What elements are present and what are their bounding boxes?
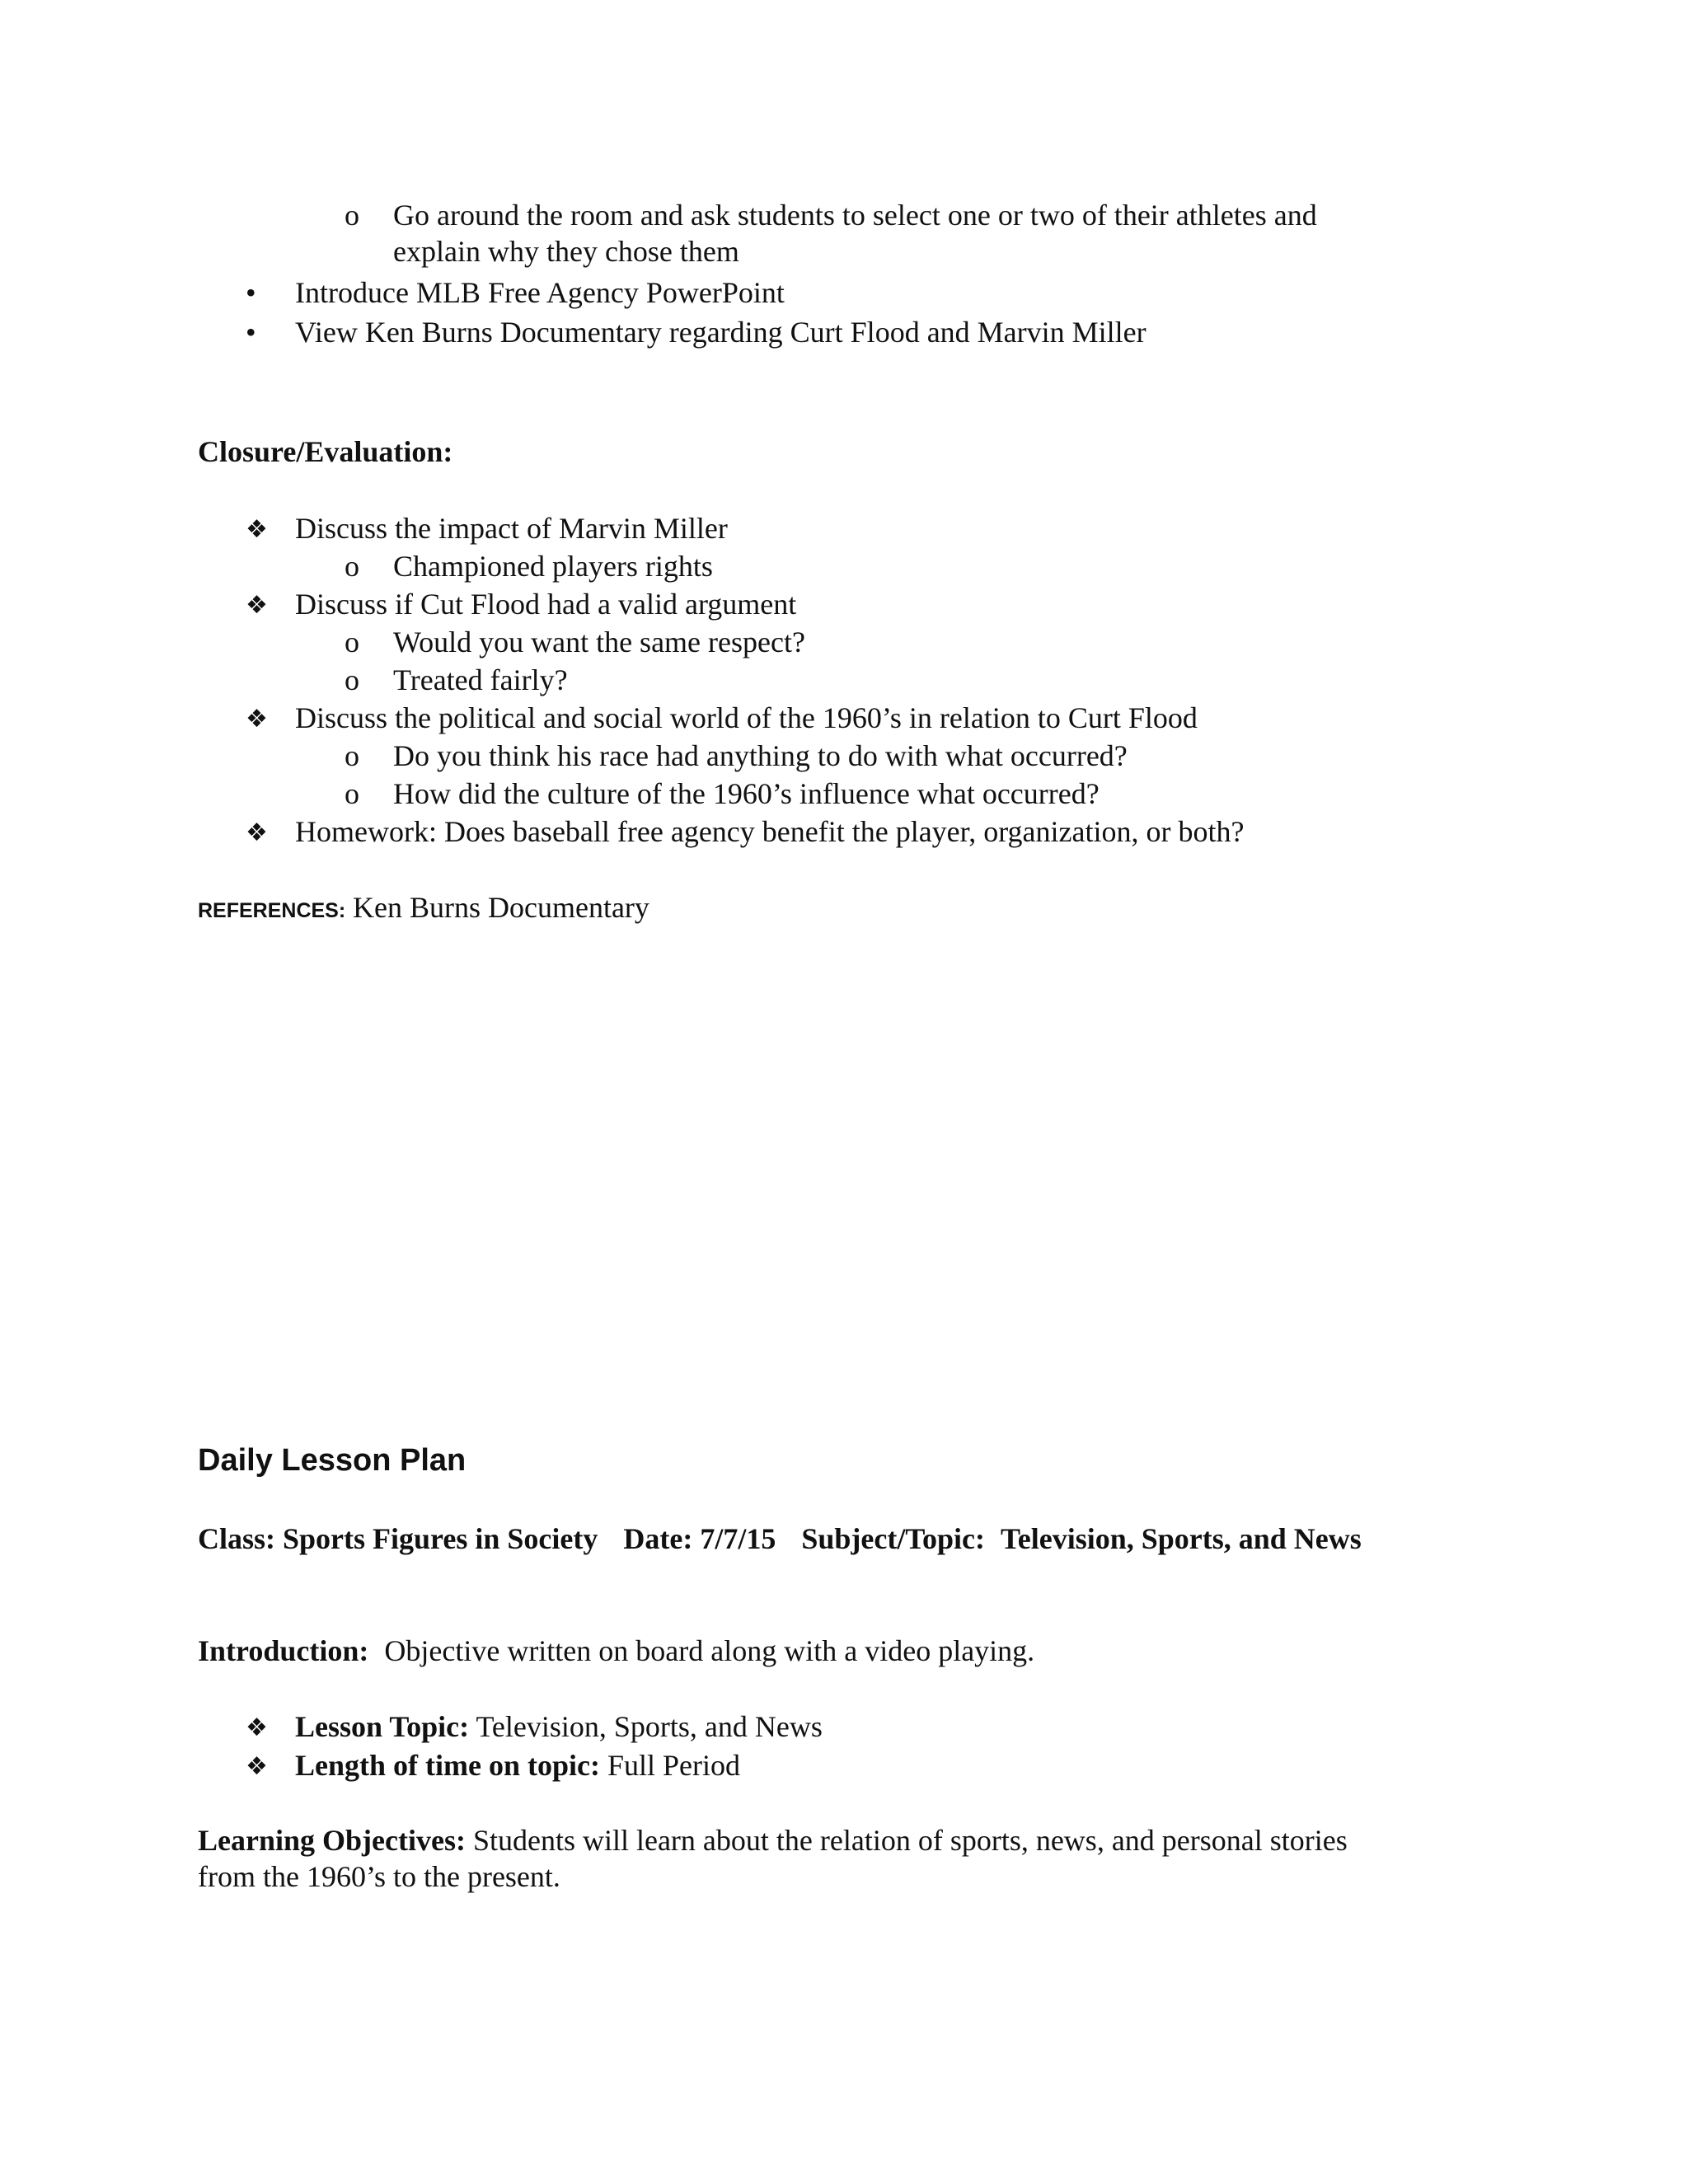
bullet-marker: • <box>246 276 256 309</box>
bullet-marker: • <box>246 316 256 349</box>
list-item-text: Homework: Does baseball free agency benefit the player, organization, or both? <box>295 815 1245 848</box>
section-heading: Closure/Evaluation: <box>198 435 453 468</box>
learning-objectives-text: Students will learn about the relation of sports, news, and personal stories <box>472 1824 1348 1857</box>
class-info-line <box>198 1521 1362 1557</box>
list-item-text: Treated fairly? <box>393 663 568 696</box>
class-label: Class: <box>198 1522 276 1555</box>
subject-value: Television, Sports, and News <box>1001 1522 1362 1555</box>
date-value: 7/7/15 <box>700 1522 776 1555</box>
introduction-line <box>198 1633 1034 1669</box>
list-item-text: How did the culture of the 1960’s influence what occurred? <box>393 777 1100 810</box>
introduction-label: Introduction: <box>198 1634 369 1667</box>
list-item-text: Introduce MLB Free Agency PowerPoint <box>295 276 785 309</box>
references-label: REFERENCES: <box>198 899 346 922</box>
lesson-topic-line <box>295 1709 823 1745</box>
class-value: Sports Figures in Society <box>283 1522 598 1555</box>
topic-length-line <box>295 1748 740 1783</box>
sub-bullet-marker: o <box>345 199 359 232</box>
date-label: Date: <box>623 1522 693 1555</box>
sub-bullet-marker: o <box>345 663 359 696</box>
diamond-bullet-icon: ❖ <box>246 818 268 847</box>
diamond-bullet-icon: ❖ <box>246 591 268 620</box>
list-item-text: Championed players rights <box>393 550 713 583</box>
diamond-bullet-icon: ❖ <box>246 515 268 544</box>
topic-length-value: Full Period <box>607 1749 740 1782</box>
list-item-text: Do you think his race had anything to do with what occurred? <box>393 739 1128 772</box>
list-item-text: Discuss the political and social world of the 1960’s in relation to Curt Flood <box>295 701 1198 734</box>
learning-objectives-label: Learning Objectives: <box>198 1824 466 1857</box>
list-item-text: explain why they chose them <box>393 235 739 268</box>
list-item-text: Discuss if Cut Flood had a valid argument <box>295 588 797 621</box>
introduction-value: Objective written on board along with a video playing. <box>384 1634 1035 1667</box>
sub-bullet-marker: o <box>345 777 359 810</box>
list-item-text: Discuss the impact of Marvin Miller <box>295 512 728 545</box>
lesson-topic-value: Television, Sports, and News <box>476 1710 823 1743</box>
subject-label: Subject/Topic: <box>801 1522 986 1555</box>
lesson-plan-title: Daily Lesson Plan <box>198 1443 467 1478</box>
learning-objectives-text: from the 1960’s to the present. <box>198 1860 560 1893</box>
topic-length-label: Length of time on topic: <box>295 1749 600 1782</box>
diamond-bullet-icon: ❖ <box>246 1752 268 1781</box>
diamond-bullet-icon: ❖ <box>246 705 268 733</box>
references-value: Ken Burns Documentary <box>353 891 649 924</box>
diamond-bullet-icon: ❖ <box>246 1713 268 1742</box>
list-item-text: Go around the room and ask students to select one or two of their athletes and <box>393 199 1317 232</box>
list-item-text: Would you want the same respect? <box>393 626 805 658</box>
learning-objectives-line <box>198 1823 1348 1858</box>
sub-bullet-marker: o <box>345 739 359 772</box>
lesson-topic-label: Lesson Topic: <box>295 1710 470 1743</box>
sub-bullet-marker: o <box>345 550 359 583</box>
sub-bullet-marker: o <box>345 626 359 658</box>
list-item-text: View Ken Burns Documentary regarding Curt Flood and Marvin Miller <box>295 316 1146 349</box>
